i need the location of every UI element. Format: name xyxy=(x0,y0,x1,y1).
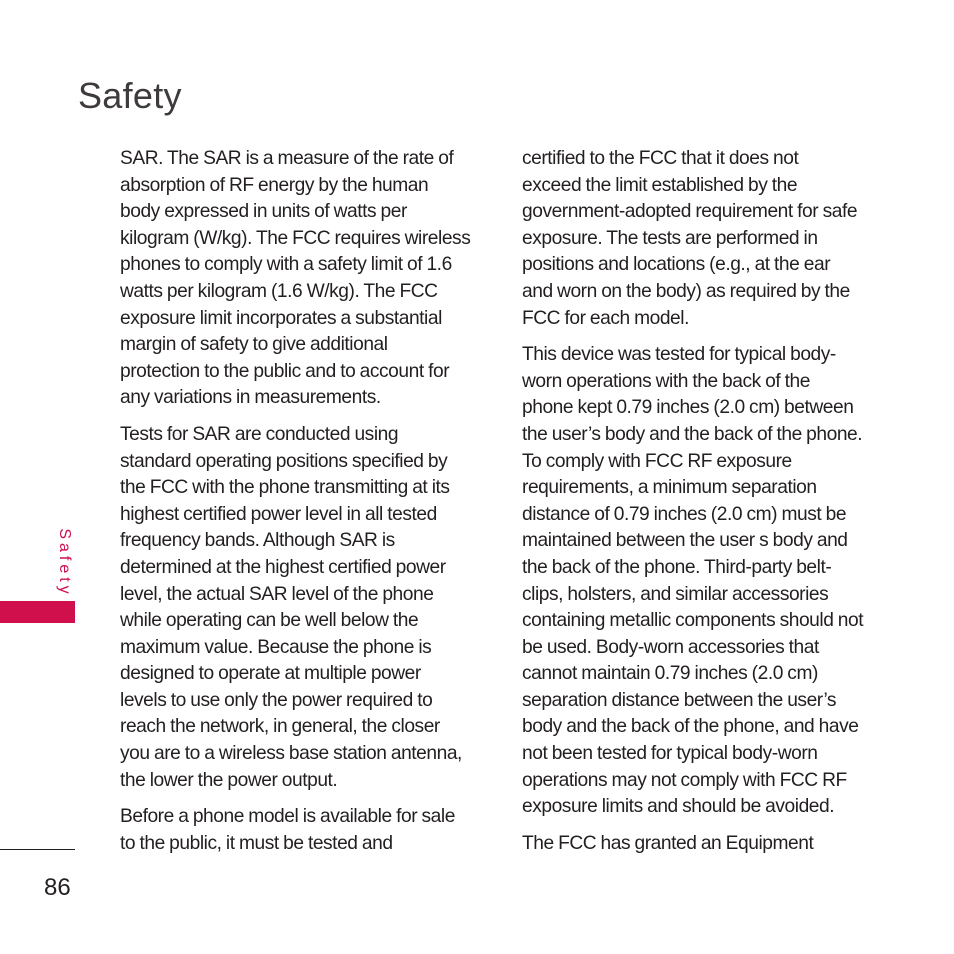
page-number: 86 xyxy=(44,874,71,901)
page-title: Safety xyxy=(78,75,182,117)
paragraph-before-sale: Before a phone model is available for sale to the public, it must be tested and xyxy=(120,806,455,854)
side-tab-marker xyxy=(0,601,75,623)
side-tab-label: Safety xyxy=(56,528,73,598)
paragraph-equipment-authorization: The FCC has granted an Equipment xyxy=(522,832,814,854)
right-column xyxy=(522,146,887,867)
paragraph-fcc-certification: certified to the FCC that it does not exceed the limit established by the government-adopted requirement for safe exposure. The tests are performed in positions and locations (e.g., at the ear and worn on the body) as required by the FCC for each model. xyxy=(522,148,858,329)
footer-divider xyxy=(0,849,75,850)
paragraph-sar-tests: Tests for SAR are conducted using standard operating positions specified by the FCC with the phone transmitting at its highest certified power level in all tested frequency bands. Although SAR is determined at the highest certified power level, the actual SAR level of the phone while operating can be well below the maximum value. Because the phone is designed to operate at multiple power levels to use only the power required to reach the network, in general, the closer you are to a wireless base station antenna, the lower the power output. xyxy=(120,423,462,791)
paragraph-body-worn: This device was tested for typical body- worn operations with the back of the phone kept 0.79 inches (2.0 cm) between the user’s body and the back of the phone. To comply with FCC RF exposure requirements, a minimum separation distance of 0.79 inches (2.0 cm) must be maintained between the user s body and the back of the phone. Third-party belt- clips, holsters, and similar accessories containing metallic components should not be used. Body-worn accessories that cannot maintain 0.79 inches (2.0 cm) separation distance between the user’s body and the back of the phone, and have not been tested for typical body-worn operations may not comply with FCC RF exposure limits and should be avoided. xyxy=(522,344,864,818)
paragraph-sar-definition: SAR. The SAR is a measure of the rate of absorption of RF energy by the human body expressed in units of watts per kilogram (W/kg). The FCC requires wireless phones to comply with a safety limit of 1.6 watts per kilogram (1.6 W/kg). The FCC exposure limit incorporates a substantial margin of safety to give additional protection to the public and to account for any variations in measurements. xyxy=(120,148,471,409)
left-column xyxy=(120,146,485,867)
